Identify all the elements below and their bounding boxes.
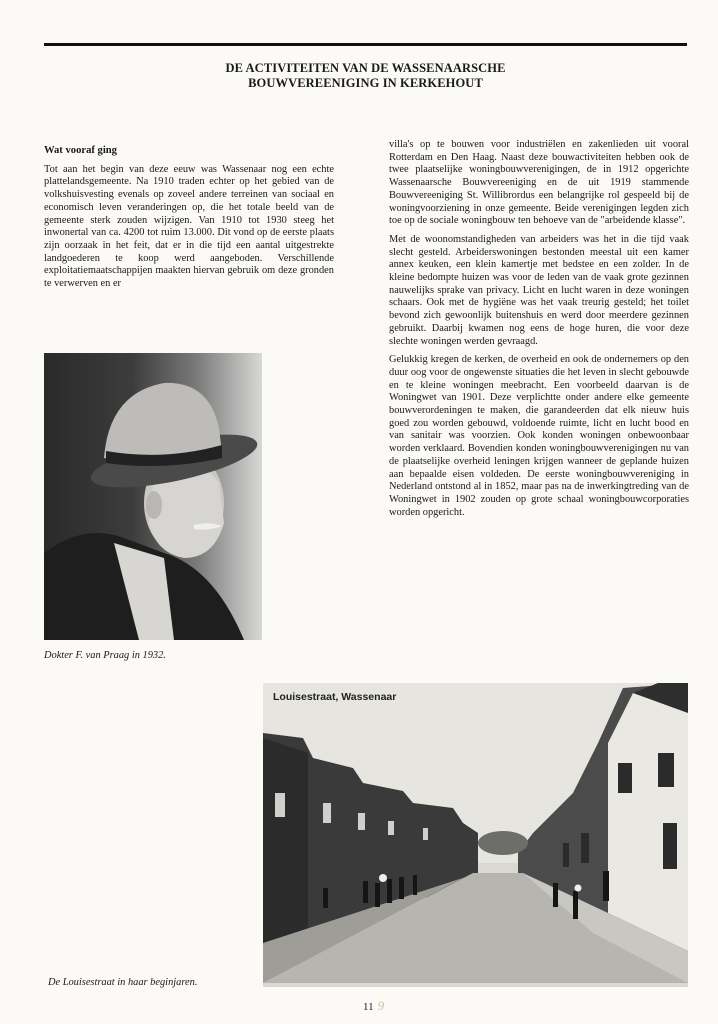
street-illustration [263, 683, 688, 987]
top-rule [44, 43, 687, 46]
right-paragraph-3: Gelukkig kregen de kerken, de overheid en ook de ondernemers op den duur oog voor de ongewenste situaties die het leven in slecht gebouwde en te kleine woningen meebracht. Een voorbeeld daarvan is de Woningwet van 1901. Deze verplichtte onder andere elke gemeente bouwverordeningen te maken, die garandeerden dat elk nieuw huis goed zou worden gebouwd, voldoende ruimte, licht en lucht bood en van sanitair was voorzien. Ook konden woningen onbewoonbaar worden verklaard. Bovendien konden woningbouwverenigingen nu van de plaatselijke overheid leningen krijgen wanneer de geplande huizen aan bepaalde eisen voldeden. De eerste woningbouwvereniging in Nederland ontstond al in 1852, maar pas na de inwerkingtreding van de Woningwet in 1902 zouden op grote schaal woningbouwcorporaties worden opgericht. [389, 354, 689, 518]
portrait-illustration [44, 353, 262, 640]
title-line-1: DE ACTIVITEITEN VAN DE WASSENAARSCHE [225, 61, 506, 75]
street-caption: De Louisestraat in haar beginjaren. [48, 977, 198, 988]
section-subheading: Wat vooraf ging [44, 145, 117, 156]
left-paragraph-1: Tot aan het begin van deze eeuw was Wassenaar nog een echte plattelandsgemeente. Na 1910 traden echter op het gebied van de volkshuisvesting evenals op zoveel andere terreinen van sociaal en economisch leven veranderingen op, die het totale beeld van de gemeente sterk zouden wijzigen. Van 1910 tot 1930 steeg het inwonertal van ca. 4200 tot ruim 13.000. Dit vond op de eerste plaats zijn oorzaak in het feit, dat er in die tijd een aantal uitgestrekte landgoederen te koop werd aangeboden. Verschillende exploitatiemaatschappijen maakten hiervan gebruik om deze gronden te verwerven en er [44, 163, 334, 290]
pencil-mark: 9 [377, 998, 385, 1013]
page-number-text: 11 [363, 1001, 374, 1013]
page-number [363, 998, 384, 1014]
right-paragraph-1: villa's op te bouwen voor industriëlen en zakenlieden uit vooral Rotterdam en Den Haag. Naast deze bouwactiviteiten hebben ook de twee plaatselijke woningbouwverenigingen, de in 1912 opgerichte Wassenaarsche Bouwvereeniging en de uit 1919 stammende Bouwvereeniging St. Willibrordus een belangrijke rol gespeeld bij de woningvoorziening in onze gemeente. Beide verenigingen legden zich toe op de sociale woningbouw ten behoeve van de "arbeidende klasse". [389, 139, 689, 227]
portrait-photo [44, 353, 262, 640]
portrait-caption: Dokter F. van Praag in 1932. [44, 650, 166, 661]
right-paragraph-2: Met de woonomstandigheden van arbeiders was het in die tijd vaak slecht gesteld. Arbeiderswoningen bestonden meestal uit een kamer annex keuken, een klein kamertje met bedstee en een zolder. In de kleine bedompte huizen was voor de leden van de vaak grote gezinnen nauwelijks sprake van privacy. Licht en lucht waren in deze woningen schaars. Ook met de hygiëne was het vaak treurig gesteld; het toilet bevond zich gewoonlijk buitenshuis en werd door meerdere gezinnen gebruikt. Daarbij kwamen nog eens de hoge huren, die voor deze slechte woningen werden gevraagd. [389, 233, 689, 347]
left-column [44, 145, 334, 297]
page-title [44, 61, 687, 91]
street-photo-label: Louisestraat, Wassenaar [273, 691, 397, 703]
right-column [389, 139, 689, 525]
title-line-2: BOUWVEREENIGING IN KERKEHOUT [248, 76, 483, 90]
street-photo [263, 683, 688, 987]
